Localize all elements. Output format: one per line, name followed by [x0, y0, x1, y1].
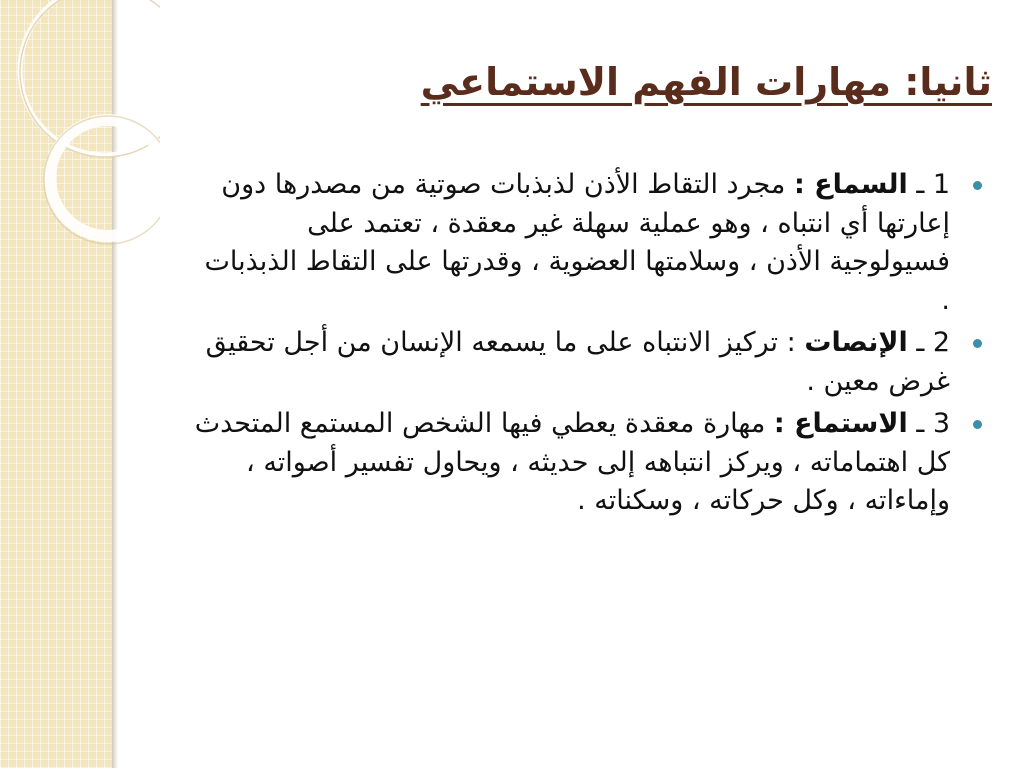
item-text: : تركيز الانتباه على ما يسمعه الإنسان من أجل تحقيق غرض معين . — [205, 327, 950, 397]
item-term: السماع : — [793, 169, 908, 200]
list-item — [190, 324, 990, 401]
item-number: 1 ـ — [916, 169, 950, 200]
item-text: مهارة معقدة يعطي فيها الشخص المستمع المتحدث كل اهتماماته ، ويركز انتباهه إلى حديثه ، ويحاول تفسير أصواته ، وإماءاته ، وكل حركاته ، وسكناته . — [194, 408, 950, 516]
list-item — [190, 405, 990, 521]
slide-title: ثانيا: مهارات الفهم الاستماعي — [420, 60, 992, 104]
item-number: 2 ـ — [916, 327, 950, 358]
item-number: 3 ـ — [916, 408, 950, 439]
decorative-rings — [0, 0, 160, 300]
item-text: مجرد التقاط الأذن لذبذبات صوتية من مصدرها دون إعارتها أي انتباه ، وهو عملية سهلة غير معقدة ، تعتمد على فسيولوجية الأذن ، وسلامتها العضوية ، وقدرتها على التقاط الذبذبات . — [204, 169, 950, 316]
slide-content — [190, 166, 990, 525]
list-item — [190, 166, 990, 320]
bullet-icon — [973, 420, 982, 429]
item-term: الاستماع : — [773, 408, 908, 439]
decorative-ring-small — [50, 120, 160, 236]
item-term: الإنصات — [804, 327, 908, 358]
bullet-icon — [973, 181, 982, 190]
bullet-icon — [973, 339, 982, 348]
